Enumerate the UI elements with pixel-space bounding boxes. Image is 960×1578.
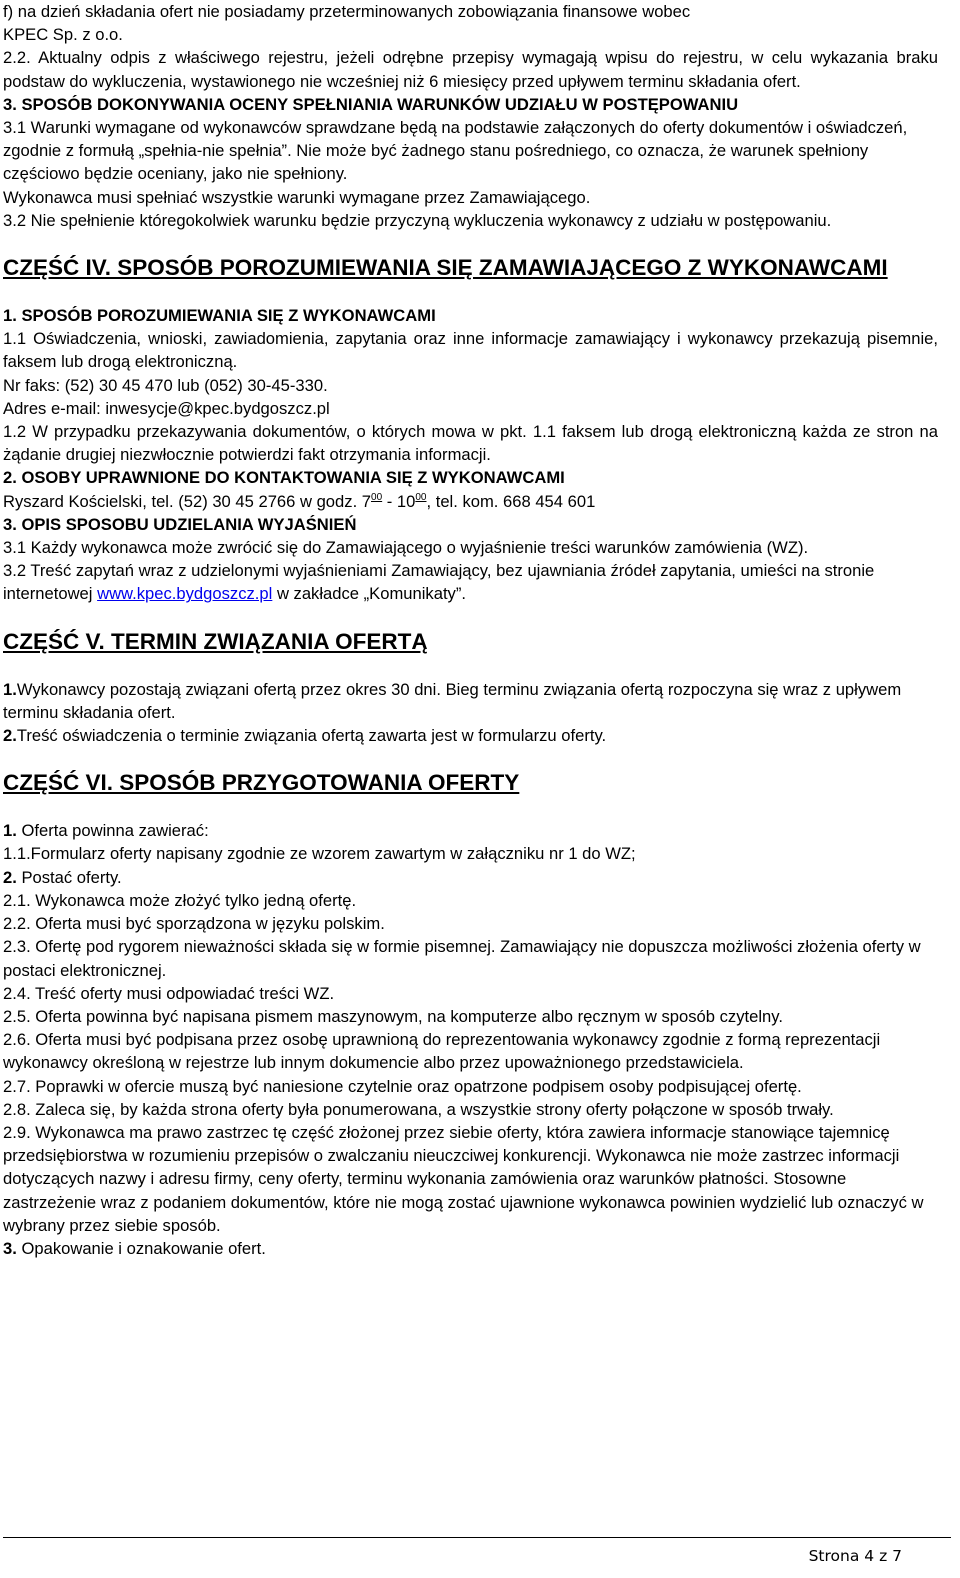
paragraph: 2.1. Wykonawca może złożyć tylko jedną ofertę. [3,890,357,910]
contact-text: - 10 [382,491,416,511]
fax-line: Nr faks: (52) 30 45 470 lub (052) 30-45-330. [3,375,328,395]
section-heading: 3. SPOSÓB DOKONYWANIA OCENY SPEŁNIANIA WARUNKÓW UDZIAŁU W POSTĘPOWANIU [3,94,739,114]
section-heading: 2. OSOBY UPRAWNIONE DO KONTAKTOWANIA SIĘ Z WYKONAWCAMI [3,468,565,488]
paragraph-text: Opakowanie i oznakowanie ofert. [16,1238,266,1258]
paragraph [3,819,938,842]
paragraph-text: w zakładce „Komunikaty”. [272,584,466,604]
part-heading: CZĘŚĆ IV. SPOSÓB POROZUMIEWANIA SIĘ ZAMAWIAJĄCEGO Z WYKONAWCAMI [3,255,888,281]
paragraph: 1.1.Formularz oferty napisany zgodnie ze wzorem zawartym w załączniku nr 1 do WZ; [3,844,636,864]
paragraph-text: Postać oferty. [16,867,122,887]
item-number: 1. [3,821,17,841]
paragraph: 2.6. Oferta musi być podpisana przez osobę uprawnioną do reprezentowania wykonawcy zgodnie z formą reprezentacji wykonawcy określoną w rejestrze lub innym dokumencie albo przez upoważnionego przedstawiciela. [3,1030,881,1073]
item-number: 3. [3,1238,17,1258]
contact-line [3,490,938,513]
paragraph [3,866,938,889]
section-heading: 1. SPOSÓB POROZUMIEWANIA SIĘ Z WYKONAWCAMI [3,306,436,326]
hour-superscript: 00 [415,491,427,503]
paragraph-text: Oferta powinna zawierać: [16,821,209,841]
paragraph: 3.1 Warunki wymagane od wykonawców sprawdzane będą na podstawie załączonych do oferty dokumentów i oświadczeń, zgodnie z formułą „spełnia-nie spełnia”. Nie może być żadnego stanu pośredniego, co oznacza, że warunek spełniony częściowo będzie oceniany, jako nie spełniony. [3,118,908,184]
part-heading: CZĘŚĆ V. TERMIN ZWIĄZANIA OFERTĄ [3,628,428,654]
item-number: 1. [3,679,17,699]
paragraph: 3.2 Nie spełnienie któregokolwiek warunku będzie przyczyną wykluczenia wykonawcy z udziału w postępowaniu. [3,210,832,230]
website-link[interactable]: www.kpec.bydgoszcz.pl [97,584,273,604]
paragraph: 3.1 Każdy wykonawca może zwrócić się do Zamawiającego o wyjaśnienie treści warunków zamówienia (WZ). [3,538,809,558]
section-heading: 3. OPIS SPOSOBU UDZIELANIA WYJAŚNIEŃ [3,514,357,534]
paragraph: 2.7. Poprawki w ofercie muszą być naniesione czytelnie oraz opatrzone podpisem osoby podpisującej ofertę. [3,1076,802,1096]
paragraph-text: Wykonawcy pozostają związani ofertą przez okres 30 dni. Bieg terminu związania ofertą rozpoczyna się wraz z upływem terminu składania ofert. [3,679,902,722]
hour-superscript: 00 [371,491,383,503]
paragraph: 2.2. Aktualny odpis z właściwego rejestru, jeżeli odrębne przepisy wymagają wpisu do rejestru, w celu wykazania braku podstaw do wykluczenia, wystawionego nie wcześniej niż 6 miesięcy przed upływem terminu składania ofert. [3,48,938,91]
paragraph: f) na dzień składania ofert nie posiadamy przeterminowanych zobowiązania finansowe wobec [3,2,691,21]
item-number: 2. [3,726,17,746]
paragraph: 2.9. Wykonawca ma prawo zastrzec tę część złożonej przez siebie oferty, która zawiera informacje stanowiące tajemnicę przedsiębiorstwa w rozumieniu przepisów o zwalczaniu nieuczciwej konkurencji. Wykonawca nie może zastrzec informacji dotyczących nazwy i adresu firmy, ceny oferty, terminu wykonania zamówienia oraz warunków płatności. Stosowne zastrzeżenie wraz z podaniem dokumentów, które nie mogą zostać ujawnione wykonawca powinien wydzielić lub oznaczyć w wybrany przez siebie sposób. [3,1122,924,1235]
paragraph: KPEC Sp. z o.o. [3,25,123,45]
part-heading: CZĘŚĆ VI. SPOSÓB PRZYGOTOWANIA OFERTY [3,770,520,796]
paragraph: 2.4. Treść oferty musi odpowiadać treści WZ. [3,983,335,1003]
paragraph: 2.3. Ofertę pod rygorem nieważności składa się w formie pisemnej. Zamawiający nie dopuszcza możliwości złożenia oferty w postaci elektronicznej. [3,937,921,980]
contact-text: Ryszard Kościelski, tel. (52) 30 45 2766 w godz. 7 [3,491,372,511]
paragraph [3,1237,938,1260]
paragraph: 2.2. Oferta musi być sporządzona w języku polskim. [3,914,385,934]
paragraph: 2.5. Oferta powinna być napisana pismem maszynowym, na komputerze albo ręcznym w sposób czytelny. [3,1006,783,1026]
paragraph [3,559,938,605]
paragraph [3,678,938,724]
document-body [3,0,938,1260]
paragraph: Wykonawca musi spełniać wszystkie warunki wymagane przez Zamawiającego. [3,187,591,207]
contact-text: , tel. kom. 668 454 601 [426,491,596,511]
paragraph [3,724,938,747]
footer-divider [3,1537,951,1538]
paragraph-text: Treść oświadczenia o terminie związania ofertą zawarta jest w formularzu oferty. [16,726,607,746]
paragraph: 1.1 Oświadczenia, wnioski, zawiadomienia, zapytania oraz inne informacje zamawiający i wykonawcy przekazują pisemnie, faksem lub drogą elektroniczną. [3,329,938,372]
paragraph: 1.2 W przypadku przekazywania dokumentów, o których mowa w pkt. 1.1 faksem lub drogą elektroniczną każda ze stron na żądanie drugiej niezwłocznie potwierdzi fakt otrzymania informacji. [3,422,938,465]
item-number: 2. [3,867,17,887]
paragraph: 2.8. Zaleca się, by każda strona oferty była ponumerowana, a wszystkie strony oferty połączone w sposób trwały. [3,1099,834,1119]
email-line: Adres e-mail: inwesycje@kpec.bydgoszcz.pl [3,398,330,418]
paragraph-text: 3.2 Treść zapytań wraz z udzielonymi wyjaśnieniami Zamawiający, bez ujawniania źródeł zapytania, umieści na stronie internetowej [3,561,875,604]
page-number: Strona 4 z 7 [808,1547,902,1565]
